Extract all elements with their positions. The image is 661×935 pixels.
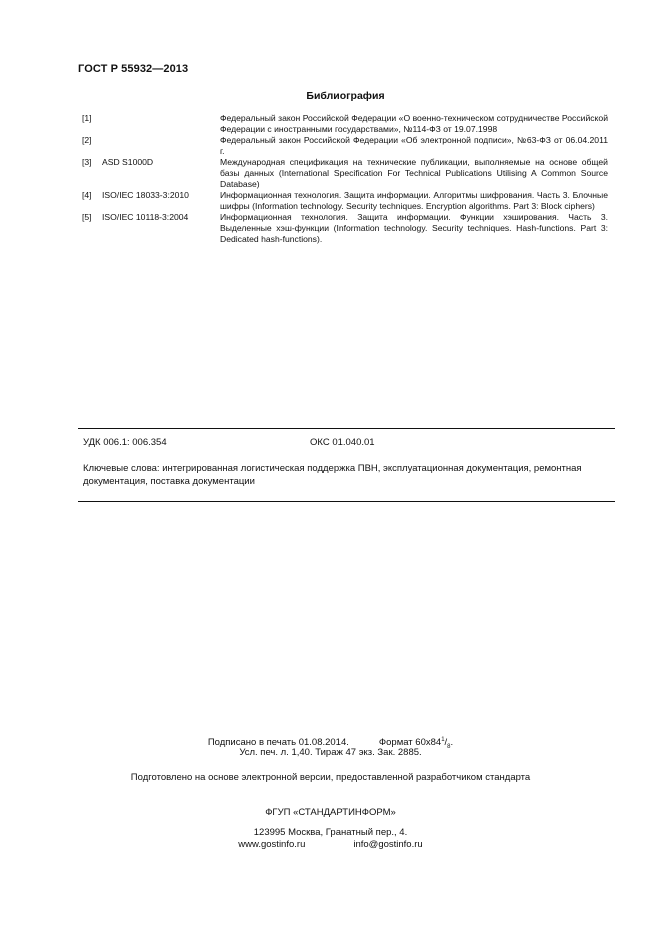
oks-code: ОКС 01.040.01	[310, 437, 375, 448]
bibliography-number: [2]	[82, 135, 92, 145]
bibliography-number: [3]	[82, 157, 92, 167]
bibliography-text: Федеральный закон Российской Федерации «Об электронной подписи», №63-ФЗ от 06.04.2011 г.	[220, 135, 608, 156]
bibliography-item	[82, 157, 612, 190]
bibliography-text: Информационная технология. Защита информации. Алгоритмы шифрования. Часть 3. Блочные шифры (Information technology. Security techniques. Encryption algorithms. Part 3: Block ciphers)	[220, 190, 608, 211]
publisher: ФГУП «СТАНДАРТИНФОРМ»	[265, 807, 396, 818]
top-divider	[78, 428, 615, 429]
bibliography-title: Библиография	[306, 90, 385, 102]
publisher-address: 123995 Москва, Гранатный пер., 4.	[253, 827, 408, 838]
publisher-contacts	[0, 838, 661, 851]
email-link[interactable]: info@gostinfo.ru	[353, 839, 423, 850]
bibliography-code: ISO/IEC 10118-3:2004	[102, 212, 189, 222]
bibliography-item	[82, 190, 612, 212]
print-info: Усл. печ. л. 1,40. Тираж 47 экз. Зак. 2885.	[239, 747, 422, 758]
bibliography-code: ISO/IEC 18033-3:2010	[102, 190, 189, 200]
bibliography-code	[102, 113, 220, 135]
bibliography-code: ASD S1000D	[102, 157, 154, 167]
bibliography-text: Федеральный закон Российской Федерации «О военно-техническом сотрудничестве Российской Федерации с иностранными государствами», №114-ФЗ от 19.07.1998	[220, 113, 608, 134]
website-link[interactable]: www.gostinfo.ru	[238, 839, 306, 850]
bibliography-number: [1]	[82, 113, 92, 123]
keywords: Ключевые слова: интегрированная логистическая поддержка ПВН, эксплуатационная документация, ремонтная документация, поставка документации	[83, 463, 582, 487]
paper-format: Формат $60х84^1/_8$.	[378, 737, 454, 751]
standard-number: ГОСТ Р 55932—2013	[78, 63, 189, 75]
bibliography-item	[82, 212, 612, 245]
bibliography-text: Международная спецификация на технические публикации, выполняемые на основе общей базы данных (International Specification For Technical Publications Utilising A Common Source Database)	[220, 157, 608, 189]
prepared-note: Подготовлено на основе электронной версии, предоставленной разработчиком стандарта	[130, 772, 531, 783]
bibliography-text: Информационная технология. Защита информации. Функции хэширования. Часть 3. Выделенные хэш-функции (Information technology. Security techniques. Hash-functions. Part 3: Dedicated hash-functions).	[220, 212, 608, 244]
udk-code: УДК 006.1: 006.354	[83, 437, 167, 448]
bibliography-number: [5]	[82, 212, 92, 222]
bibliography-list	[82, 113, 612, 245]
signed-date: Подписано в печать 01.08.2014.	[207, 737, 349, 749]
bibliography-code	[102, 135, 220, 157]
bibliography-item	[82, 113, 612, 135]
bibliography-item	[82, 135, 612, 157]
bibliography-number: [4]	[82, 190, 92, 200]
bottom-divider	[78, 501, 615, 502]
